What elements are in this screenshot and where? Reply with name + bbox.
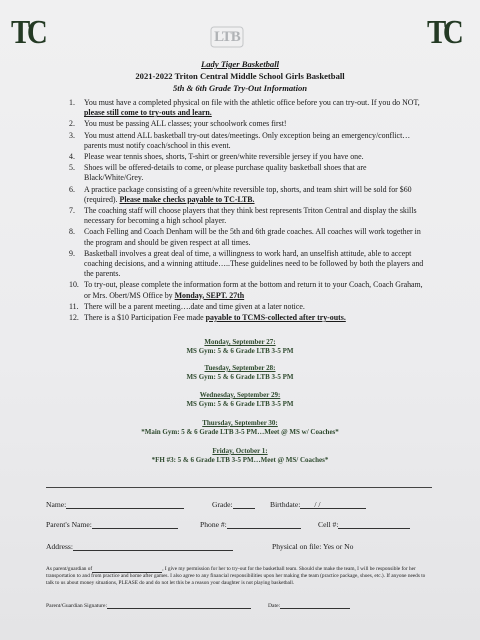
parent-name-field[interactable]: Parent's Name: (46, 520, 178, 529)
rule-item: 5. Shoes will be offered-details to come, or please purchase quality basketball shoes that are Black/White/Grey. (69, 163, 367, 183)
rule-item: 11. There will be a parent meeting….date and time given at a later notice. (69, 301, 305, 311)
rule-item: 10. To try-out, please complete the information form at the bottom and return it to your Coach, Coach Graham, or Mrs. Obert/MS Office by Monday, SEPT. 27th (69, 280, 423, 300)
name-field[interactable]: Name: (46, 500, 184, 509)
schedule-day: Wednesday, September 29: (199, 391, 281, 399)
rule-item: 9. Basketball involves a great deal of time, a willingness to work hard, an unselfish attitude, able to accept coaching decisions, and a winning attitude…..These guidelines need to be followed by both the players and the parents. (69, 248, 424, 279)
rule-item: 6. A practice package consisting of a green/white reversible top, shorts, and team shirt will be sold for $60 (required). Please make checks payable to TC-LTB. (69, 184, 412, 204)
parent-signature-field[interactable]: Parent/Guardian Signature: (46, 603, 251, 609)
rule-item: 7. The coaching staff will choose players that they think best represents Triton Central and display the skills necessary for becoming a high school player. (69, 206, 417, 226)
schedule-detail: *Main Gym: 5 & 6 Grade LTB 3-5 PM…Meet @ MS w/ Coaches* (141, 428, 339, 436)
schedule-day: Friday, October 1: (212, 447, 268, 455)
rule-item: 4. Please wear tennis shoes, shorts, T-shirt or green/white reversible jersey if you have one. (69, 152, 364, 162)
schedule-detail: MS Gym: 5 & 6 Grade LTB 3-5 PM (186, 373, 294, 381)
physical-on-file-field[interactable]: Physical on file: Yes or No (272, 542, 354, 551)
phone-field[interactable]: Phone #: (200, 520, 301, 529)
schedule-day: Tuesday, September 28: (204, 364, 276, 372)
grade-field[interactable]: Grade: (212, 500, 255, 509)
rule-item: 1. You must have a completed physical on file with the athletic office before you can try-out. If you do NOT, please still come to try-outs and learn. (69, 98, 420, 118)
rule-item: 12. There is a $10 Participation Fee made payable to TCMS-collected after try-outs. (69, 313, 346, 323)
schedule-friday (0, 447, 480, 465)
schedule-detail: MS Gym: 5 & 6 Grade LTB 3-5 PM (186, 400, 294, 408)
ltb-emblem: LTB (210, 26, 244, 48)
address-field[interactable]: Address: (46, 542, 233, 551)
schedule-tuesday (0, 364, 480, 382)
rule-item: 8. Coach Felling and Coach Denham will be the 5th and 6th grade coaches. All coaches will work together in the program and should be given respect at all times. (69, 227, 421, 247)
schedule-monday (0, 338, 480, 356)
rule-item: 3. You must attend ALL basketball try-out dates/meetings. Only exception being an emergency/conflict…parents must notify coach/school in this event. (69, 130, 411, 150)
title-school: 2021-2022 Triton Central Middle School Girls Basketball (135, 71, 345, 81)
schedule-day: Monday, September 27: (204, 338, 276, 346)
schedule-wednesday (0, 391, 480, 409)
title-tryout-info: 5th & 6th Grade Try-Out Information (172, 83, 308, 93)
title-lady-tiger: Lady Tiger Basketball (201, 59, 279, 69)
signature-date-field[interactable]: Date: (268, 603, 350, 609)
schedule-day: Thursday, September 30: (202, 419, 278, 427)
tc-logo-left: TC (10, 14, 45, 51)
rule-item: 2. You must be passing ALL classes; your schoolwork comes first! (69, 119, 287, 129)
schedule-detail: *FH #3: 5 & 6 Grade LTB 3-5 PM…Meet @ MS/ Coaches* (151, 456, 329, 464)
schedule-detail: MS Gym: 5 & 6 Grade LTB 3-5 PM (186, 347, 294, 355)
cell-field[interactable]: Cell #: (318, 520, 410, 529)
schedule-thursday (0, 419, 480, 437)
birthdate-field[interactable]: Birthdate: / / (270, 500, 366, 509)
cut-divider (46, 487, 432, 488)
tc-logo-right: TC (426, 14, 461, 51)
permission-statement: As parent/guardian of , I give my permission for her to try-out for the basketball team. Should she make the team, I will be responsible for her transportation to and from practice and home after games. I also agree to any financial responsibilities upon her making the team (practice package, shoes, etc.). If anyone needs to talk to us about money situations, PLEASE do and do not let this be a reason your daughter is not playing basketball. (46, 566, 426, 586)
tryout-rules-list (69, 98, 424, 324)
